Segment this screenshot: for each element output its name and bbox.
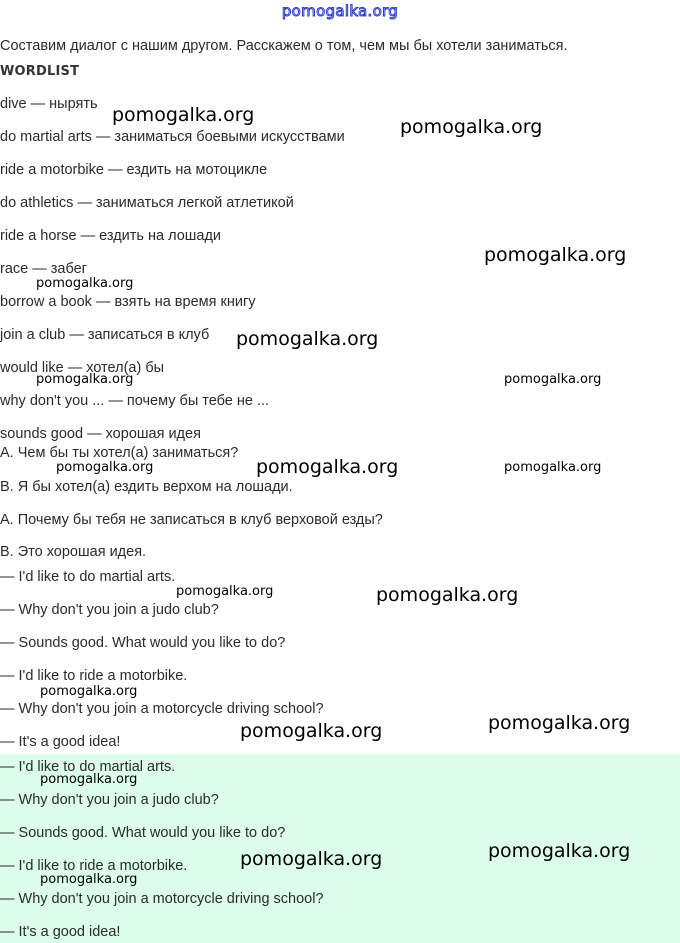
answer-line: — I'd like to ride a motorbike. xyxy=(0,858,188,874)
watermark: pomogalka.org xyxy=(488,840,631,862)
wordlist-item: race — забег xyxy=(0,261,87,277)
dialogue-line: — Why don't you join a judo club? xyxy=(0,602,219,618)
dialogue-line: — I'd like to do martial arts. xyxy=(0,569,176,585)
intro-text: Составим диалог с нашим другом. Расскажем о том, чем мы бы хотели заниматься. xyxy=(0,38,568,54)
watermark: pomogalka.org xyxy=(240,848,383,870)
wordlist-item: join a club — записаться в клуб xyxy=(0,327,210,343)
watermark: pomogalka.org xyxy=(36,372,134,387)
watermark: pomogalka.org xyxy=(40,872,138,887)
watermark: pomogalka.org xyxy=(240,720,383,742)
wordlist-item: borrow a book — взять на время книгу xyxy=(0,294,256,310)
watermark: pomogalka.org xyxy=(36,276,134,291)
wordlist-item: sounds good — хорошая идея xyxy=(0,426,201,442)
dialogue-line: — It's a good idea! xyxy=(0,734,121,750)
wordlist-item: ride a motorbike — ездить на мотоцикле xyxy=(0,162,268,178)
watermark: pomogalka.org xyxy=(504,372,602,387)
watermark: pomogalka.org xyxy=(56,460,154,475)
translation-line: B. Я бы хотел(а) ездить верхом на лошади. xyxy=(0,479,293,495)
dialogue-line: — Sounds good. What would you like to do? xyxy=(0,635,286,651)
site-header-link[interactable]: pomogalka.org xyxy=(281,2,399,20)
dialogue-line: — I'd like to ride a motorbike. xyxy=(0,668,188,684)
wordlist-item: do athletics — заниматься легкой атлетикой xyxy=(0,195,294,211)
watermark: pomogalka.org xyxy=(504,460,602,475)
watermark: pomogalka.org xyxy=(376,584,519,606)
wordlist-item: why don't you ... — почему бы тебе не ... xyxy=(0,393,270,409)
wordlist-heading: WORDLIST xyxy=(0,64,80,79)
dialogue-line: — Why don't you join a motorcycle driving school? xyxy=(0,701,324,717)
watermark: pomogalka.org xyxy=(256,456,399,478)
answer-line: — Sounds good. What would you like to do? xyxy=(0,825,286,841)
watermark: pomogalka.org xyxy=(176,584,274,599)
watermark: pomogalka.org xyxy=(484,244,627,266)
watermark: pomogalka.org xyxy=(112,104,255,126)
watermark: pomogalka.org xyxy=(400,116,543,138)
wordlist-item: ride a horse — ездить на лошади xyxy=(0,228,222,244)
watermark: pomogalka.org xyxy=(488,712,631,734)
watermark: pomogalka.org xyxy=(40,684,138,699)
watermark: pomogalka.org xyxy=(236,328,379,350)
translation-line: B. Это хорошая идея. xyxy=(0,544,147,560)
answer-line: — Why don't you join a motorcycle driving school? xyxy=(0,891,324,907)
answer-line: — Why don't you join a judo club? xyxy=(0,792,219,808)
answer-line: — I'd like to do martial arts. xyxy=(0,759,176,775)
wordlist-item: dive — нырять xyxy=(0,96,98,112)
wordlist-item: would like — хотел(а) бы xyxy=(0,360,165,376)
answer-line: — It's a good idea! xyxy=(0,924,121,940)
watermark: pomogalka.org xyxy=(40,772,138,787)
translation-line: A. Почему бы тебя не записаться в клуб верховой езды? xyxy=(0,512,383,528)
wordlist-item: do martial arts — заниматься боевыми искусствами xyxy=(0,129,345,145)
translation-line: A. Чем бы ты хотел(а) заниматься? xyxy=(0,445,239,461)
